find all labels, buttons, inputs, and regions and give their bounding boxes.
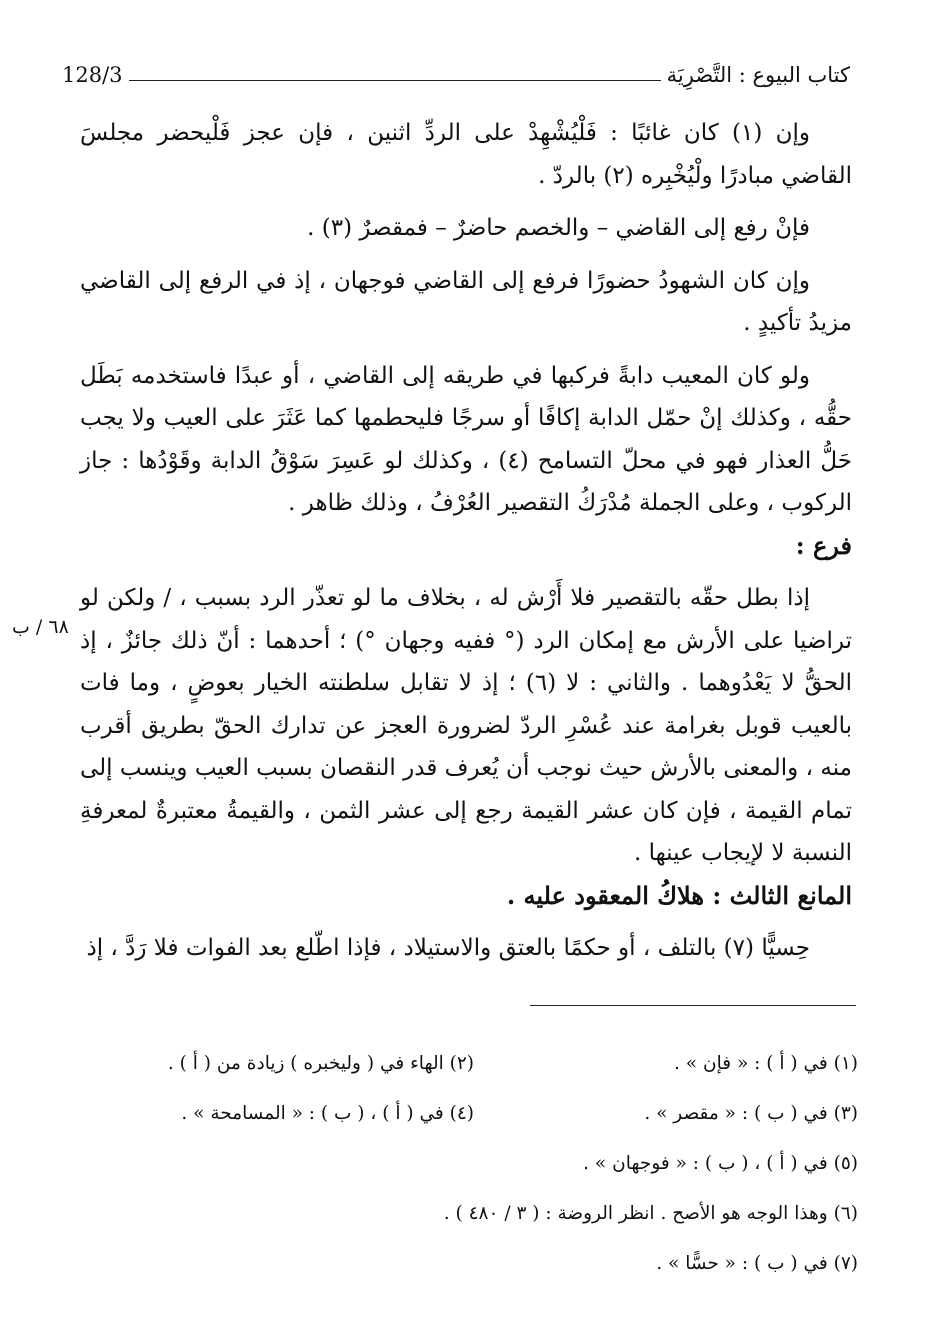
running-title: كتاب البيوع : التَّصْرِيَة (666, 63, 850, 87)
footnote-row (90, 1188, 858, 1238)
footnote-7: (٧) في ( ب ) : « حسًّا » . (656, 1252, 858, 1274)
section-heading-third-obstacle: المانع الثالث : هلاكُ المعقود عليه . (506, 880, 852, 910)
footnote-3: (٣) في ( ب ) : « مقصر » . (644, 1102, 858, 1124)
main-text (80, 112, 852, 970)
paragraph-3: وإن كان الشهودُ حضورًا فرفع إلى القاضي فوجهان ، إذ في الرفع إلى القاضي مزيدُ تأكيدٍ . (80, 267, 852, 336)
footnote-separator (530, 1005, 856, 1006)
paragraph-2: فإنْ رفع إلى القاضي – والخصم حاضرٌ – فمقصرٌ (٣) . (307, 215, 810, 241)
footnote-row (90, 1138, 858, 1188)
page-number: 128/3 (62, 63, 123, 87)
footnote-row (90, 1088, 858, 1138)
paragraph-4: ولو كان المعيب دابةً فركبها في طريقه إلى القاضي ، أو عبدًا فاستخدمه بَطَل حقُّه ، وكذلك إنْ حمّل الدابة إكافًا أو سرجًا فليحطمها كما عَثَرَ على العيب ولا يجب حَلُّ العذار فهو في محلّ التسامح (٤) ، وكذلك لو عَسِرَ سَوْقُ الدابة وقَوْدُها : جاز الركوب ، وعلى الجملة مُدْرَكُ التقصير العُرْفُ ، وذلك ظاهر . (80, 362, 852, 516)
footnote-4: (٤) في ( أ ) ، ( ب ) : « المسامحة » . (181, 1102, 474, 1124)
footnote-row (90, 1038, 858, 1088)
footnote-row (90, 1238, 858, 1288)
paragraph-5: إذا بطل حقّه بالتقصير فلا أَرْش له ، بخلاف ما لو تعذّر الرد بسبب ، / ولكن لو تراضيا على الأرش مع إمكان الرد (° ففيه وجهان °) ؛ أحدهما : أنّ ذلك جائزٌ ، إذ الحقُّ لا يَعْدُوهما . والثاني : لا (٦) ؛ إذ لا تقابل سلطنته الخيار بعوضٍ ، وما فات بالعيب قوبل بغرامة عند عُسْرِ الردّ لضرورة العجز عن تدارك الحقّ بطريق أقرب منه ، والمعنى بالأرش حيث نوجب أن يُعرف قدر النقصان بسبب العيب وينسب إلى تمام القيمة ، فإن كان عشر القيمة رجع إلى عشر الثمن ، والقيمةُ معتبرةٌ لمعرفةِ النسبة لا لإيجاب عينها . (80, 585, 852, 866)
folio-margin-note: ٦٨ / ب (12, 616, 69, 638)
footnote-5: (٥) في ( أ ) ، ( ب ) : « فوجهان » . (583, 1152, 858, 1174)
paragraph-6: حِسيًّا (٧) بالتلف ، أو حكمًا بالعتق والاستيلاد ، فإذا اطّلع بعد الفوات فلا رَدَّ ، إذ (86, 935, 810, 961)
footnote-1: (١) في ( أ ) : « فإن » . (674, 1052, 858, 1074)
header-rule (129, 80, 661, 81)
footnote-6: (٦) وهذا الوجه هو الأصح . انظر الروضة : ( ٣ / ٤٨٠ ) . (443, 1202, 858, 1224)
footnotes (90, 1038, 858, 1288)
page-header (62, 58, 850, 92)
footnote-2: (٢) الهاء في ( وليخبره ) زيادة من ( أ ) . (167, 1052, 474, 1074)
paragraph-1: وإن (١) كان غائبًا : فَلْيُشْهِدْ على الردِّ اثنين ، فإن عجز فَلْيحضر مجلسَ القاضي مبادرًا ولْيُخْبِره (٢) بالردّ . (80, 120, 852, 189)
section-heading-far: فرع : (795, 530, 852, 560)
